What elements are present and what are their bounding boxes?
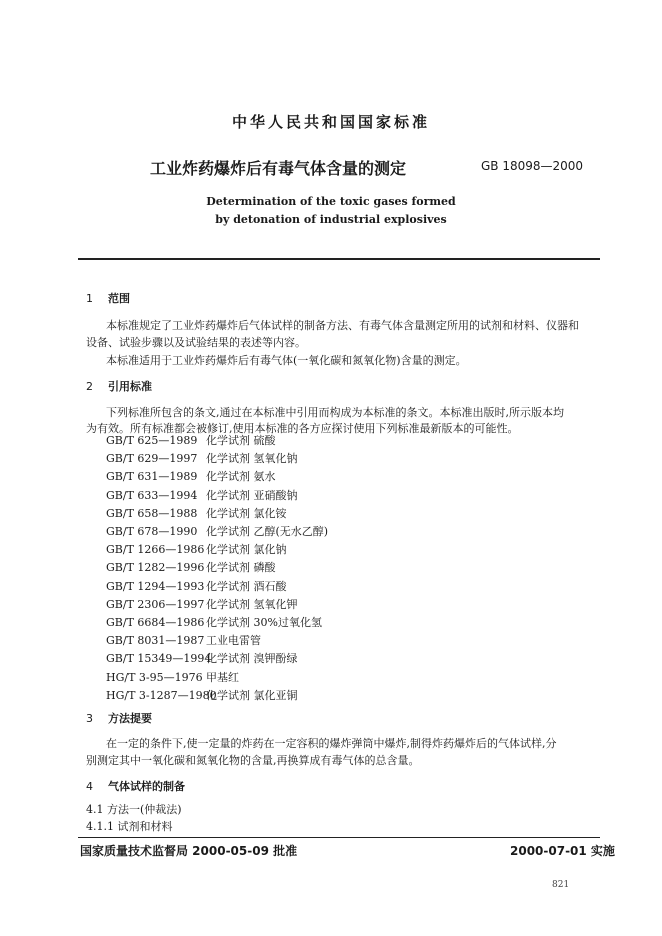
reference-code: GB/T 8031—1987 [106, 634, 205, 648]
implementation-date: 2000-07-01 实施 [510, 844, 615, 858]
reference-item [106, 505, 328, 523]
reference-item [106, 650, 328, 668]
reference-name: 化学试剂 亚硝酸钠 [206, 488, 298, 502]
reference-name: 化学试剂 氢氧化钾 [206, 597, 298, 611]
reference-name: 化学试剂 硫酸 [206, 434, 276, 447]
reference-item [106, 578, 328, 596]
reference-name: 化学试剂 磷酸 [206, 561, 276, 575]
section-2-para1-line1: 下列标准所包含的条文,通过在本标准中引用而构成为本标准的条文。本标准出版时,所示版本均 [106, 406, 564, 419]
section-2-para1-line2: 为有效。所有标准都会被修订,使用本标准的各方应探讨使用下列标准最新版本的可能性。 [86, 422, 519, 435]
standard-code: GB 18098—2000 [481, 159, 584, 173]
reference-name: 化学试剂 氢氧化钠 [206, 452, 298, 466]
reference-code: GB/T 633—1994 [106, 488, 198, 502]
section-2-number: 2 [86, 380, 93, 393]
standard-name: 中华人民共和国国家标准 [231, 113, 430, 131]
reference-item [106, 450, 328, 468]
reference-name: 化学试剂 酒石酸 [206, 579, 287, 593]
reference-name: 甲基红 [206, 670, 239, 684]
reference-item [106, 632, 328, 650]
section-3-heading [86, 710, 152, 726]
reference-item [106, 487, 328, 505]
reference-item [106, 596, 328, 614]
section-1-number: 1 [86, 292, 93, 305]
reference-name: 化学试剂 氨水 [206, 470, 276, 484]
reference-name: 化学试剂 氯化钠 [206, 543, 287, 557]
reference-code: GB/T 1294—1993 [106, 579, 205, 593]
section-1-title: 范围 [108, 292, 130, 305]
footer-divider [78, 837, 600, 838]
section-4-heading [86, 778, 185, 794]
reference-code: GB/T 15349—1994 [106, 652, 212, 666]
english-title-line2: by detonation of industrial explosives [215, 213, 447, 226]
reference-item [106, 614, 328, 632]
reference-code: GB/T 1282—1996 [106, 561, 205, 575]
page-number: 821 [552, 880, 570, 890]
section-3-title: 方法提要 [108, 712, 152, 725]
header-divider [78, 258, 600, 260]
reference-list [106, 432, 328, 705]
reference-code: GB/T 1266—1986 [106, 543, 205, 557]
reference-item [106, 559, 328, 577]
reference-code: GB/T 658—1988 [106, 506, 198, 520]
reference-item [106, 687, 328, 705]
reference-code: GB/T 6684—1986 [106, 616, 205, 630]
approval-statement: 国家质量技术监督局 2000-05-09 批准 [80, 844, 298, 858]
section-3-number: 3 [86, 712, 93, 725]
reference-item [106, 468, 328, 486]
reference-code: GB/T 625—1989 [106, 434, 198, 447]
reference-code: GB/T 678—1990 [106, 525, 198, 539]
reference-code: GB/T 631—1989 [106, 470, 198, 484]
subsection-4-1: 4.1 方法一(仲裁法) [86, 803, 182, 816]
reference-name: 化学试剂 30%过氧化氢 [206, 616, 322, 630]
section-3-para1-line1: 在一定的条件下,使一定量的炸药在一定容积的爆炸弹筒中爆炸,制得炸药爆炸后的气体试样,分 [106, 737, 557, 750]
english-title-line1: Determination of the toxic gases formed [206, 195, 456, 208]
reference-name: 化学试剂 氯化亚铜 [206, 688, 298, 702]
section-4-number: 4 [86, 780, 93, 793]
reference-name: 化学试剂 氯化铵 [206, 506, 287, 520]
subsection-4-1-1: 4.1.1 试剂和材料 [86, 820, 173, 833]
section-2-heading [86, 378, 152, 394]
reference-item [106, 432, 328, 450]
reference-code: HG/T 3-1287—1980 [106, 688, 217, 702]
reference-item [106, 523, 328, 541]
section-1-para1-line2: 设备、试验步骤以及试验结果的表述等内容。 [86, 336, 306, 349]
reference-name: 工业电雷管 [206, 634, 261, 648]
reference-name: 化学试剂 乙醇(无水乙醇) [206, 525, 329, 539]
reference-code: GB/T 2306—1997 [106, 597, 205, 611]
section-4-title: 气体试样的制备 [108, 780, 185, 793]
reference-code: GB/T 629—1997 [106, 452, 198, 466]
document-title: 工业炸药爆炸后有毒气体含量的测定 [150, 159, 407, 178]
reference-name: 化学试剂 溴钾酚绿 [206, 652, 298, 666]
section-1-para2: 本标准适用于工业炸药爆炸后有毒气体(一氧化碳和氮氧化物)含量的测定。 [106, 354, 467, 367]
section-1-heading [86, 290, 130, 306]
reference-item [106, 541, 328, 559]
reference-item [106, 669, 328, 687]
reference-code: HG/T 3-95—1976 [106, 670, 203, 684]
section-1-para1-line1: 本标准规定了工业炸药爆炸后气体试样的制备方法、有毒气体含量测定所用的试剂和材料、仪器和 [106, 319, 579, 332]
section-2-title: 引用标准 [108, 380, 152, 393]
section-3-para1-line2: 别测定其中一氧化碳和氮氧化物的含量,再换算成有毒气体的总含量。 [86, 754, 420, 767]
